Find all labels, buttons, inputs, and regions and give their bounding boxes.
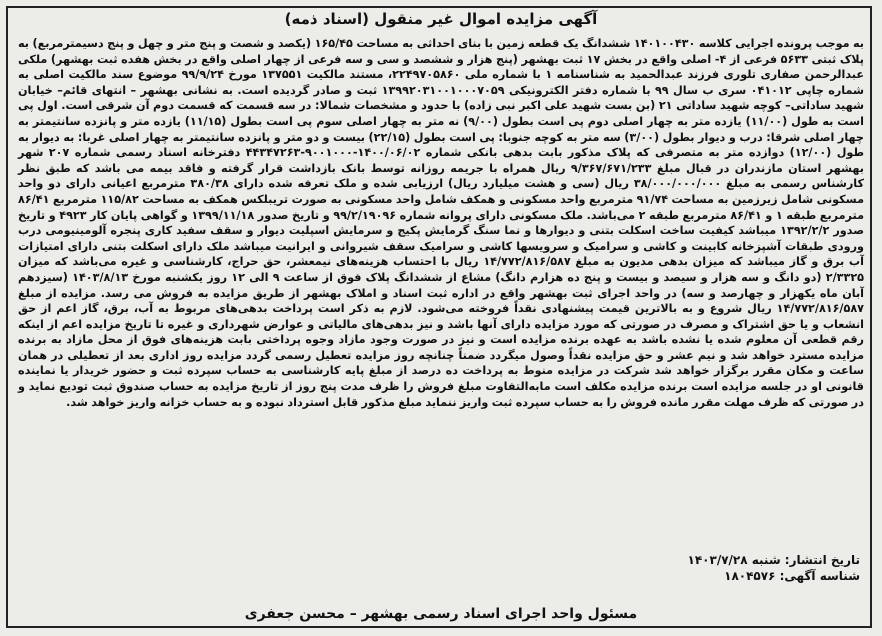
signature-line: مسئول واحد اجرای اسناد رسمی بهشهر – محسن جعفری [244, 606, 638, 622]
notice-body [18, 36, 864, 410]
notice-body-paragraph: به موجب پرونده اجرایی کلاسه ۱۴۰۱۰۰۴۳۰ ششدانگ یک قطعه زمین با بنای احداثی به مساحت ۱۶۵/۴۵ (یکصد و شصت و پنج متر و چهل و پنج دسیمترمربع) به پلاک ثبتی ۵۶۳۳ فرعی از ۴- اصلی واقع در بخش ۱۷ ثبت بهشهر (پنج هزار و ششصد و سی و سه فرعی از چهار اصلی واقع در بخش هفده ثبت بهشهر) ملکی عبدالرحمن صفاری تلوری فرزند عبدالحمید به شناسنامه ۱ با شماره ملی ۲۲۴۹۷۰۵۸۶۰، مستند مالکیت ۱۳۷۵۵۱ مورخ ۹۹/۹/۲۴ موضوع سند مالکیت اصلی به شماره چاپی ۰۴۱۰۱۲ سری ب سال ۹۹ با شماره دفتر الکترونیکی ۱۳۹۹۲۰۳۱۰۰۱۰۰۰۷۰۵۹ ثبت و صادر گردیده است. به نشانی بهشهر – انتهای قائم– خیابان شهید ساداتی– کوچه شهید ساداتی ۲۱ (بن بست شهید علی اکبر نبی زاده) با حدود و مشخصات شمالا: در سه قسمت که قسمت دوم آن شرقی است. اول پی است به طول (۱۱/۰۰) یازده متر به چهار اصلی دوم پی است بطول (۹/۰۰) نه متر به چهار اصلی سوم پی است بطول (۱۱/۱۵) یازده متر و پانزده سانتیمتر به چهار اصلی شرقا: درب و دیوار بطول (۳/۰۰) سه متر به کوچه جنوبا: پی است بطول (۲۲/۱۵) بیست و دو متر و پانزده سانتیمتر به چهار اصلی غربا: به دیوار به طول (۱۲/۰۰) دوازده متر به متصرفی که پلاک مذکور بابت بدهی بانکی شماره ۱۴۰۰/۰۶/۰۲-۹۰۰۱۰۰۰-۴۴۳۴۷۲۶۳ دفترخانه اسناد رسمی شماره ۲۰۷ شهر بهشهر استان مازندران در قبال مبلغ ۹/۳۶۷/۶۷۱/۲۳۳ ریال همراه با جریمه روزانه توسط بانک بازداشت قرار گرفته و فاقد بیمه می باشد که طبق نظر کارشناس رسمی به مبلغ ۳۸/۰۰۰/۰۰۰/۰۰۰ ریال (سی و هشت میلیارد ریال) ارزیابی شده و ملک تعرفه شده دارای ۳۸۰/۳۸ مترمربع اعیانی دارای دو واحد مسکونی شامل زیرزمین به مساحت ۹۱/۷۴ مترمربع واحد مسکونی و همکف شامل واحد مسکونی به صورت تریبلکس همکف به مساحت ۱۱۵/۸۲ مترمربع ۸۶/۴۱ مترمربع طبقه ۱ و ۸۶/۴۱ مترمربع طبقه ۲ می‌باشد. ملک مسکونی دارای پروانه شماره ۹۹/۲/۱۹۰۹۶ و تاریخ صدور ۱۳۹۹/۱۱/۱۸ و گواهی پایان کار ۴۹۲۳ و تاریخ صدور ۱۳۹۲/۲/۲ میباشد کیفیت ساخت اسکلت بتنی و دیوارها و نما سنگ گرمایش پکیج و سرمایش اسپلیت دیوار و سقف سفید کاری پنجره آلومینیومی درب ورودی طبقات آشپزخانه کابینت و کاشی و سرامیک و سرویسها کاشی و سرامیک سقف شیروانی و ایرانیت میباشد ملک دارای اسکلت بتنی دارای امتیازات آب برق و گاز میباشد که میزان بدهی مدیون به مبلغ ۱۴/۷۷۲/۸۱۶/۵۸۷ ریال با احتساب هزینه‌های نیمعشر، حق حراج، کارشناسی و غیره می‌باشد که میزان ۲/۳۳۲۵ (دو دانگ و سه هزار و سیصد و بیست و پنج ده هزارم دانگ) مشاع از ششدانگ پلاک فوق از ساعت ۹ الی ۱۲ روز یکشنبه مورخ ۱۴۰۳/۸/۱۳ (سیزدهم آبان ماه یکهزار و چهارصد و سه) در واحد اجرای ثبت بهشهر واقع در اداره ثبت اسناد و املاک بهشهر از طریق مزایده به فروش می رسد. مزایده از مبلغ ۱۴/۷۷۲/۸۱۶/۵۸۷ ریال شروع و به بالاترین قیمت پیشنهادی نقداً فروخته می‌شود. لازم به ذکر است پرداخت بدهی‌های مربوط به آب، برق، گاز اعم از حق انشعاب و یا حق اشتراک و مصرف در صورتی که مورد مزایده دارای آنها باشد و نیز بدهی‌های مالیاتی و عوارض شهرداری و غیره تا تاریخ مزایده اعم از اینکه رقم قطعی آن معلوم شده یا نشده باشد به عهده برنده مزایده است و نیز در صورت وجود مازاد وجوه پرداختی بابت هزینه‌های فوق از محل مازاد به برنده مزایده مسترد خواهد شد و نیم عشر و حق مزایده نقداً وصول میگردد ضمناً چنانچه روز مزایده تعطیل رسمی گردد مزایده روز اداری بعد از تعطیلی در همان ساعت و مکان مقرر برگزار خواهد شد شرکت در مزایده منوط به پرداخت ده درصد از مبلغ پایه کارشناسی به حساب سپرده ثبت و حضور خریدار یا نماینده قانونی او در جلسه مزایده است برنده مزایده مکلف است مابه‌التفاوت مبلغ فروش را ظرف مدت پنج روز از تاریخ مزایده به حساب صندوق ثبت تودیع نماید و در صورتی که ظرف مهلت مقرر مانده فروش را به حساب سپرده ثبت واریز ننماید مبلغ مذکور قابل استرداد نبوده و به حساب خزانه واریز خواهد شد. [18, 37, 865, 409]
notice-title: آگهی مزایده اموال غیر منقول (اسناد ذمه) [284, 10, 598, 28]
notice-meta [688, 552, 860, 584]
publish-date: تاریخ انتشار: شنبه ۱۴۰۳/۷/۲۸ [687, 553, 860, 567]
notice-id: شناسه آگهی: ۱۸۰۴۵۷۶ [724, 569, 860, 583]
